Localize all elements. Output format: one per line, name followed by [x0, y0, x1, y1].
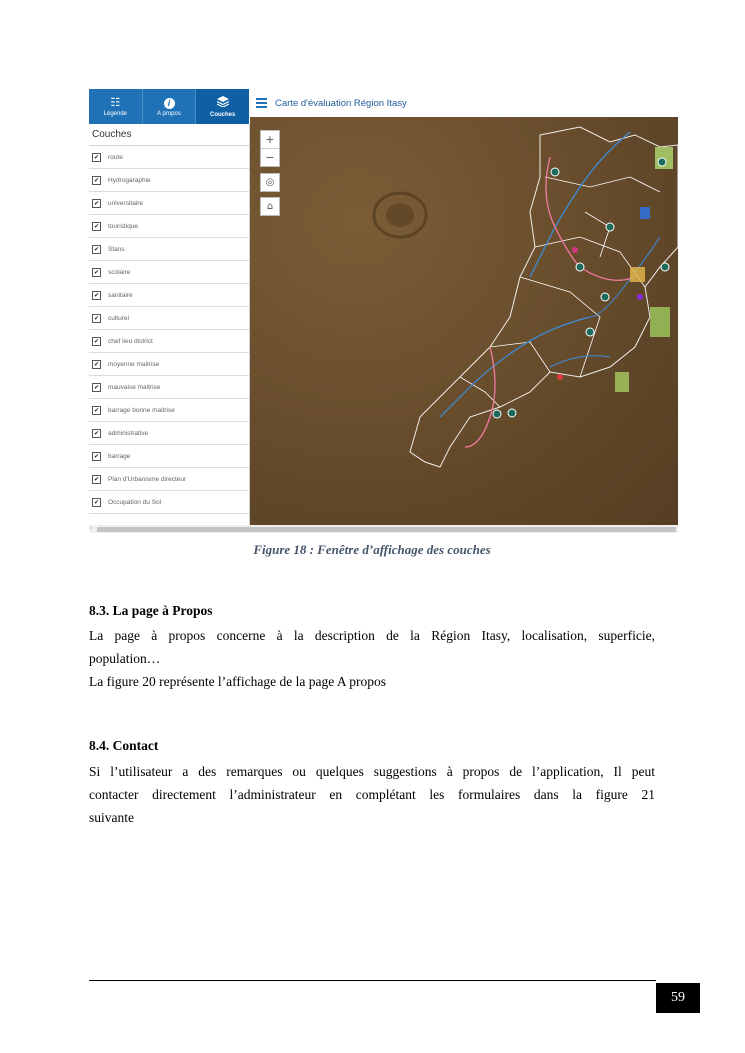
tab-legende[interactable]: [89, 89, 143, 124]
paragraph-line: population…: [89, 651, 161, 666]
paragraph-line: La figure 20 représente l’affichage de la page A propos: [89, 674, 386, 689]
map-overlay: [250, 117, 678, 525]
paragraph-line: contacter directement l’administrateur en complétant les formulaires dans la figure 21: [89, 787, 655, 802]
footer-rule: [89, 980, 656, 981]
tab-couches[interactable]: [196, 89, 249, 124]
scrollbar-thumb[interactable]: [97, 527, 676, 532]
layer-item[interactable]: [89, 284, 249, 307]
layer-checkbox[interactable]: ✔: [93, 153, 100, 161]
layer-checkbox[interactable]: ✔: [93, 291, 100, 299]
paragraph-line: suivante: [89, 810, 134, 825]
home-icon[interactable]: ⌂: [260, 197, 280, 216]
layer-item[interactable]: [89, 238, 249, 261]
layer-item[interactable]: [89, 376, 249, 399]
layer-checkbox[interactable]: ✔: [93, 268, 100, 276]
layer-label: Hydrogaraphie: [108, 176, 151, 184]
info-icon: i: [164, 98, 175, 109]
layer-label: mauvaise maitrise: [108, 383, 161, 391]
tab-a-propos[interactable]: [143, 89, 197, 124]
panel-title: Couches: [89, 124, 249, 146]
layer-item[interactable]: [89, 468, 249, 491]
layer-item[interactable]: [89, 261, 249, 284]
layer-item[interactable]: [89, 353, 249, 376]
locate-icon[interactable]: ◎: [260, 173, 280, 192]
layer-label: universitaire: [108, 199, 144, 207]
layers-icon: [217, 96, 229, 110]
section-heading-a-propos: 8.3. La page à Propos: [89, 603, 213, 618]
layer-item[interactable]: [89, 330, 249, 353]
layer-item[interactable]: [89, 146, 249, 169]
list-icon: ☷: [110, 96, 121, 109]
layer-checkbox[interactable]: ✔: [93, 452, 100, 460]
zoom-control: [260, 130, 280, 167]
layer-checkbox[interactable]: ✔: [93, 383, 100, 391]
tab-label: Couches: [210, 111, 236, 118]
layer-item[interactable]: [89, 445, 249, 468]
layer-checkbox[interactable]: ✔: [93, 176, 100, 184]
layer-label: sanitaire: [108, 291, 133, 299]
hamburger-menu-icon[interactable]: [256, 96, 267, 110]
layer-checkbox[interactable]: ✔: [93, 406, 100, 414]
section-a-propos-body: [89, 624, 655, 693]
layer-label: route: [108, 153, 123, 161]
layer-label: scolaire: [108, 268, 131, 276]
layer-item[interactable]: [89, 422, 249, 445]
tab-label: Légende: [103, 110, 128, 117]
layer-item[interactable]: [89, 399, 249, 422]
layer-checkbox[interactable]: ✔: [93, 360, 100, 368]
map-title: Carte d'évaluation Région Itasy: [275, 97, 407, 109]
layer-item[interactable]: [89, 192, 249, 215]
section-contact-body: [89, 760, 655, 829]
horizontal-scrollbar[interactable]: [89, 525, 678, 533]
map-header: [250, 89, 678, 118]
layer-checkbox[interactable]: ✔: [93, 475, 100, 483]
layer-checkbox[interactable]: ✔: [93, 429, 100, 437]
scroll-left-icon[interactable]: ‹: [90, 525, 93, 532]
zoom-out-button[interactable]: −: [261, 148, 279, 166]
layer-label: Occupation du Sol: [108, 498, 162, 506]
layer-item[interactable]: [89, 307, 249, 330]
sidebar-tabbar: [89, 89, 249, 124]
layer-label: barrage: [108, 452, 131, 460]
layer-label: chef lieu district: [108, 337, 153, 345]
paragraph-line: Si l’utilisateur a des remarques ou quelques suggestions à propos de l’application, Il peut: [89, 764, 655, 779]
layer-label: culturel: [108, 314, 129, 322]
figure-caption: Figure 18 : Fenêtre d’affichage des couches: [253, 542, 491, 557]
map-view[interactable]: [250, 117, 678, 525]
tab-label: A propos: [157, 110, 181, 117]
layers-panel: [89, 124, 250, 524]
layer-checkbox[interactable]: ✔: [93, 199, 100, 207]
layer-label: touristique: [108, 222, 138, 230]
layer-label: administrative: [108, 429, 149, 437]
layer-checkbox[interactable]: ✔: [93, 498, 100, 506]
layer-checkbox[interactable]: ✔: [93, 337, 100, 345]
layer-label: Plan d'Urbanisme directeur: [108, 475, 187, 483]
layer-checkbox[interactable]: ✔: [93, 222, 100, 230]
zoom-in-button[interactable]: +: [265, 133, 275, 146]
layer-item[interactable]: [89, 491, 249, 514]
layer-item[interactable]: [89, 169, 249, 192]
layer-label: Stans: [108, 245, 125, 253]
page-number: 59: [656, 983, 700, 1013]
app-screenshot: [89, 89, 678, 533]
section-heading-contact: 8.4. Contact: [89, 738, 159, 753]
layer-label: barrage bonne maitrise: [108, 406, 175, 414]
paragraph-line: La page à propos concerne à la description de la Région Itasy, localisation, superficie,: [89, 628, 655, 643]
layer-checkbox[interactable]: ✔: [93, 245, 100, 253]
layer-item[interactable]: [89, 215, 249, 238]
layer-checkbox[interactable]: ✔: [93, 314, 100, 322]
layer-label: moyenne maitrise: [108, 360, 160, 368]
